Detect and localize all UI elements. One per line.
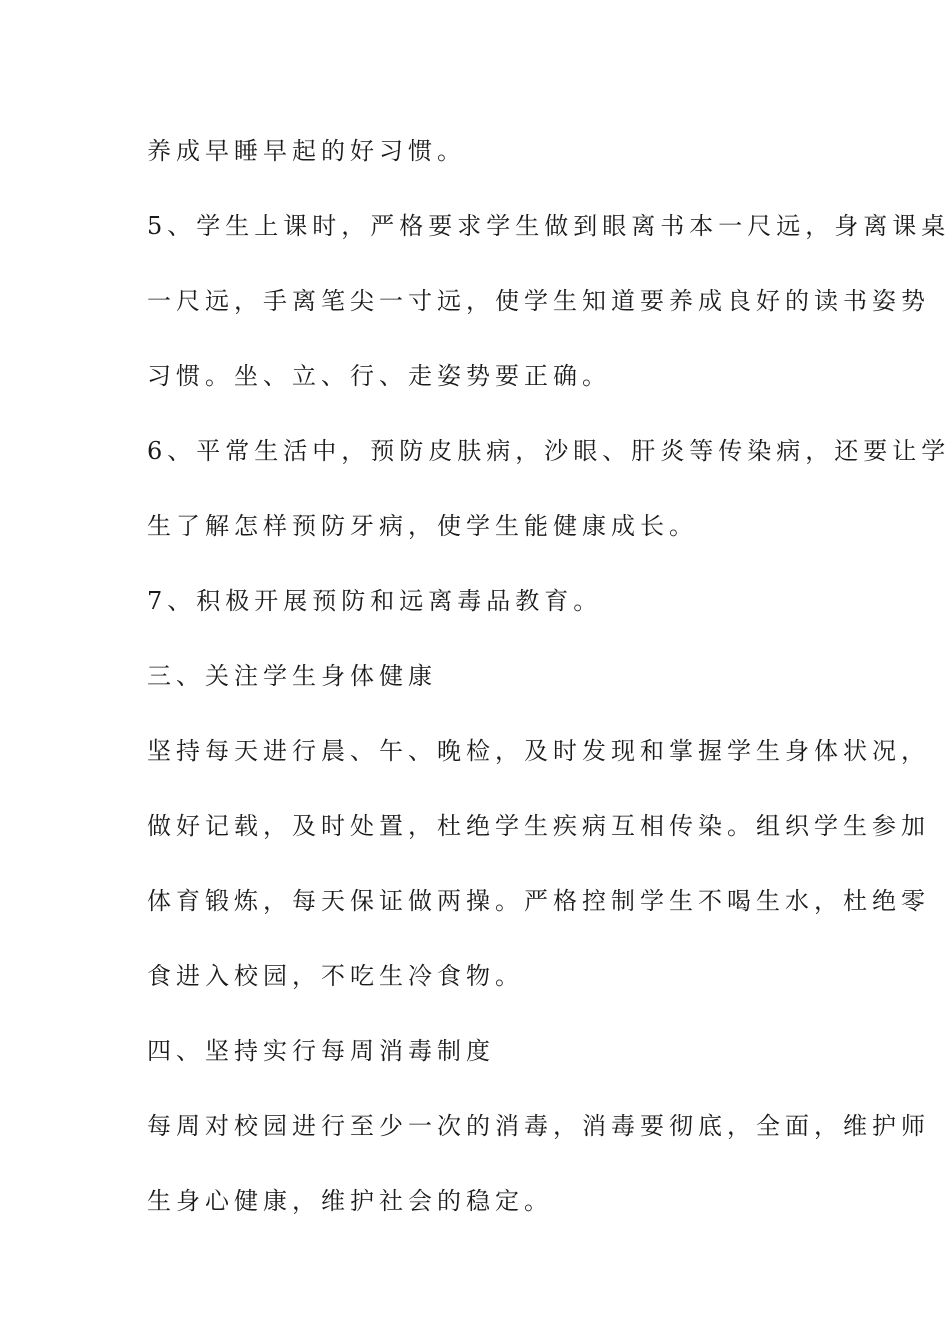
text-line: 体育锻炼，每天保证做两操。严格控制学生不喝生水，杜绝零 <box>147 887 930 915</box>
text-line: 5、学生上课时，严格要求学生做到眼离书本一尺远，身离课桌 <box>147 212 950 240</box>
text-line: 食进入校园，不吃生冷食物。 <box>147 962 524 990</box>
text-line: 一尺远，手离笔尖一寸远，使学生知道要养成良好的读书姿势 <box>147 287 930 315</box>
text-line: 生了解怎样预防牙病，使学生能健康成长。 <box>147 512 698 540</box>
section-heading: 四、坚持实行每周消毒制度 <box>147 1037 495 1065</box>
text-line: 6、平常生活中，预防皮肤病，沙眼、肝炎等传染病，还要让学 <box>147 437 950 465</box>
text-line: 坚持每天进行晨、午、晚检，及时发现和掌握学生身体状况， <box>147 737 930 765</box>
text-line: 养成早睡早起的好习惯。 <box>147 137 466 165</box>
text-line: 做好记载，及时处置，杜绝学生疾病互相传染。组织学生参加 <box>147 812 930 840</box>
text-line: 7、积极开展预防和远离毒品教育。 <box>147 587 603 615</box>
text-line: 每周对校园进行至少一次的消毒，消毒要彻底，全面，维护师 <box>147 1112 930 1140</box>
section-heading: 三、关注学生身体健康 <box>147 662 437 690</box>
text-line: 习惯。坐、立、行、走姿势要正确。 <box>147 362 611 390</box>
text-line: 生身心健康，维护社会的稳定。 <box>147 1187 553 1215</box>
